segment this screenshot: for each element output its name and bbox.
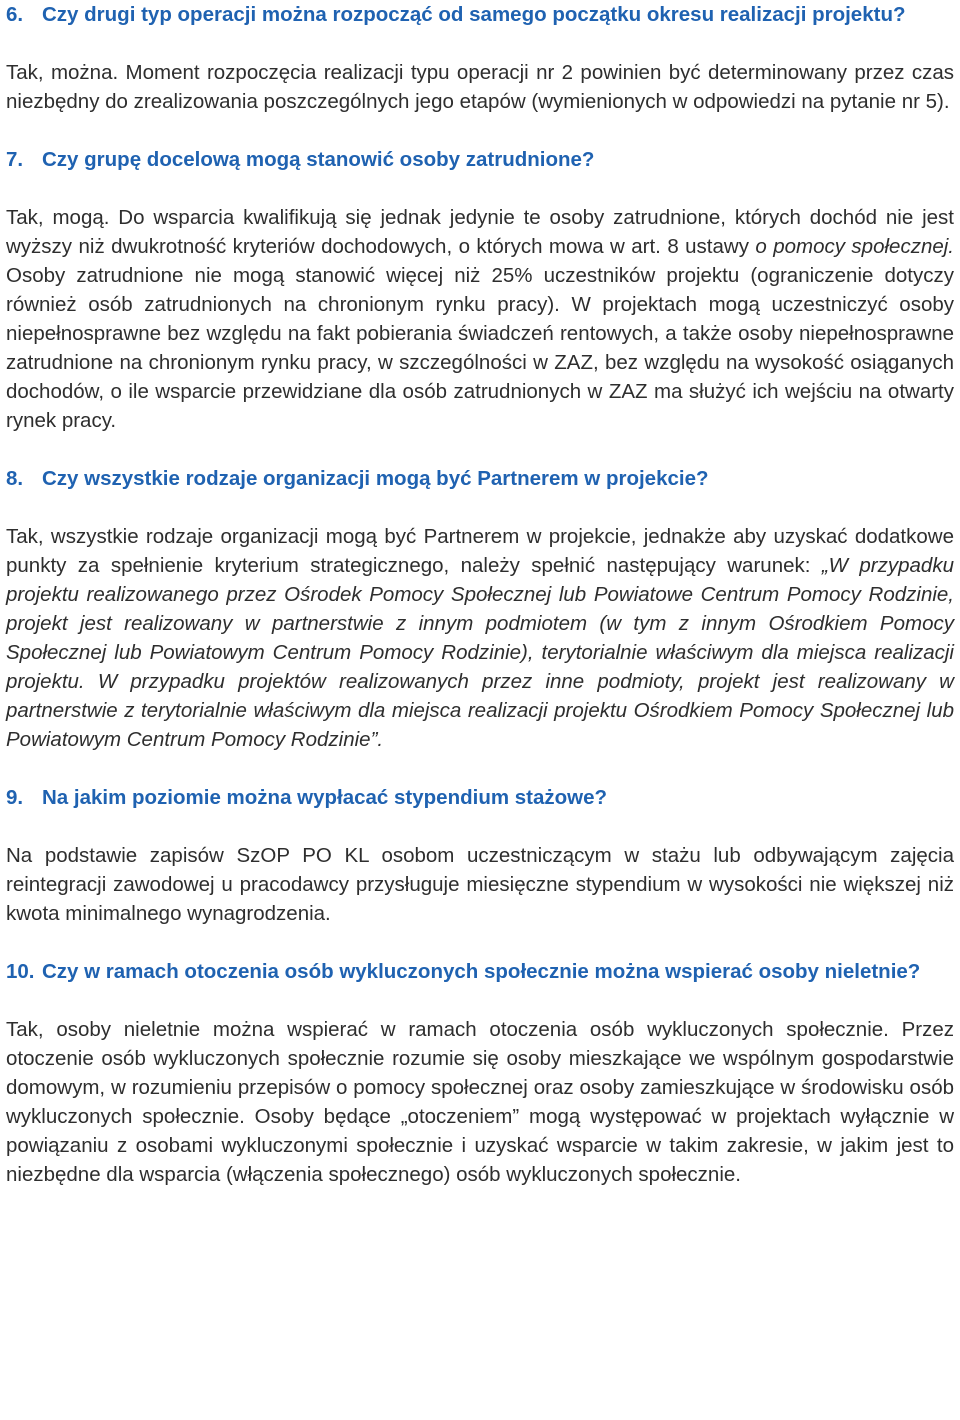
question-8-heading — [6, 464, 954, 493]
spacer — [6, 435, 954, 464]
question-title: Czy w ramach otoczenia osób wykluczonych społecznie można wspierać osoby nieletnie? — [42, 960, 921, 983]
spacer — [6, 493, 954, 522]
spacer — [6, 754, 954, 783]
question-number: 10. — [6, 960, 35, 983]
answer-9: Na podstawie zapisów SzOP PO KL osobom uczestniczącym w stażu lub odbywającym zajęcia reintegracji zawodowej u pracodawcy przysługuje miesięczne stypendium w wysokości nie większej niż kwota minimalnego wynagrodzenia. — [6, 844, 954, 925]
answer-text: Tak, mogą. Do wsparcia kwalifikują się jednak jedynie te osoby zatrudnione, których dochód nie jest wyższy niż dwukrotność kryteriów dochodowych, o których mowa w art. 8 ustawy — [6, 206, 954, 258]
question-number: 8. — [6, 467, 24, 490]
question-6-heading — [6, 0, 954, 29]
spacer — [6, 29, 954, 58]
question-title: Na jakim poziomie można wypłacać stypendium stażowe? — [42, 786, 608, 809]
question-number: 9. — [6, 786, 24, 809]
answer-italic-text: „W przypadku projektu realizowanego przez Ośrodek Pomocy Społecznej lub Powiatowe Centrum Pomocy Rodzinie, projekt jest realizowany w partnerstwie z innym podmiotem (w tym z innym Ośrodkiem Pomocy Społecznej lub Powiatowym Centrum Pomocy Rodzinie), terytorialnie właściwym dla miejsca realizacji projektu. W przypadku projektów realizowanych przez inne podmioty, projekt jest realizowany w partnerstwie z terytorialnie właściwym dla miejsca realizacji projektu Ośrodkiem Pomocy Społecznej lub Powiatowym Centrum Pomocy Rodzinie”. — [6, 554, 954, 751]
spacer — [6, 928, 954, 957]
answer-8 — [6, 522, 954, 754]
answer-text: Osoby zatrudnione nie mogą stanowić więcej niż 25% uczestników projektu (ograniczenie dotyczy również osób zatrudnionych na chronionym rynku pracy). W projektach mogą uczestniczyć osoby niepełnosprawne bez względu na fakt pobierania świadczeń rentowych, a także osoby niepełnosprawne zatrudnione na chronionym rynku pracy, w szczególności w ZAZ, bez względu na wysokość osiąganych dochodów, o ile wsparcie przewidziane dla osób zatrudnionych w ZAZ ma służyć ich wejściu na otwarty rynek pracy. — [6, 264, 954, 432]
spacer — [6, 174, 954, 203]
question-number: 7. — [6, 148, 24, 171]
question-title: Czy grupę docelową mogą stanowić osoby zatrudnione? — [42, 148, 595, 171]
spacer — [6, 812, 954, 841]
answer-6: Tak, można. Moment rozpoczęcia realizacji typu operacji nr 2 powinien być determinowany przez czas niezbędny do zrealizowania poszczególnych jego etapów (wymienionych w odpowiedzi na pytanie nr 5). — [6, 61, 954, 113]
spacer — [6, 116, 954, 145]
question-title: Czy drugi typ operacji można rozpocząć od samego początku okresu realizacji projektu? — [42, 3, 906, 26]
answer-10: Tak, osoby nieletnie można wspierać w ramach otoczenia osób wykluczonych społecznie. Przez otoczenie osób wykluczonych społecznie rozumie się osoby mieszkające we wspólnym gospodarstwie domowym, w rozumieniu przepisów o pomocy społecznej oraz osoby zamieszkujące w środowisku osób wykluczonych społecznie. Osoby będące „otoczeniem” mogą występować w projektach wyłącznie w powiązaniu z osobami wykluczonymi społecznie i uzyskać wsparcie w takim zakresie, w jakim jest to niezbędne dla wsparcia (włączenia społecznego) osób wykluczonych społecznie. — [6, 1018, 954, 1186]
question-9-heading — [6, 783, 954, 812]
answer-text: Tak, wszystkie rodzaje organizacji mogą być Partnerem w projekcie, jednakże aby uzyskać dodatkowe punkty za spełnienie kryterium strategicznego, należy spełnić następujący warunek: — [6, 525, 954, 577]
spacer — [6, 986, 954, 1015]
question-title: Czy wszystkie rodzaje organizacji mogą być Partnerem w projekcie? — [42, 467, 709, 490]
question-10-heading — [6, 957, 954, 986]
answer-italic-text: o pomocy społecznej. — [755, 235, 954, 258]
question-number: 6. — [6, 3, 24, 26]
question-7-heading — [6, 145, 954, 174]
answer-7 — [6, 203, 954, 435]
